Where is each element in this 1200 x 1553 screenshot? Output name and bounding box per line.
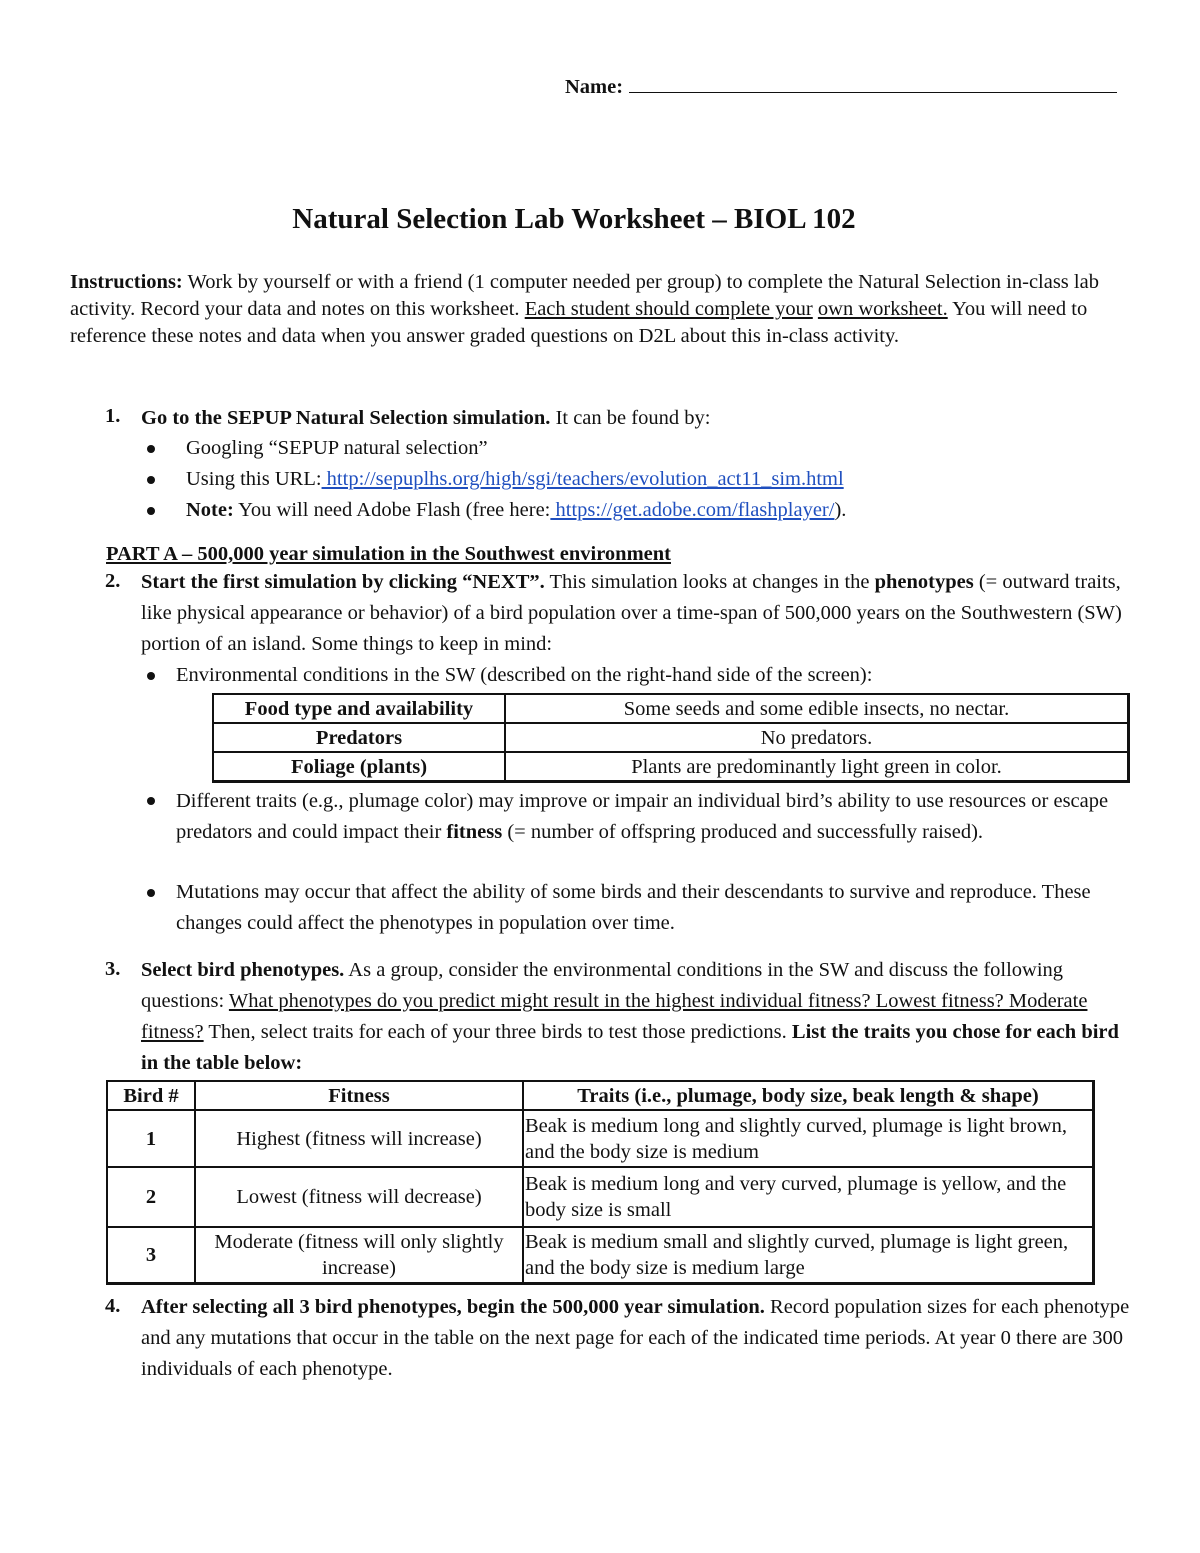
bird-traits: Beak is medium long and slightly curved, plumage is light brown, and the body size is medium — [523, 1110, 1094, 1167]
step3-questions: What phenotypes do you predict might result in the highest individual fitness? Lowest fitness? Moderate fitness? — [141, 990, 1088, 1043]
step3-number: 3. — [105, 958, 121, 980]
flash-url-link[interactable]: https://get.adobe.com/flashplayer/ — [550, 499, 835, 521]
step3-body-b: Then, select traits for each of your three birds to test those predictions. — [203, 1021, 792, 1043]
instructions-text: Work by yourself or with a friend (1 computer needed per group) to complete the Natural Selection in-class lab activity. Record your data and notes on this worksheet. — [70, 271, 1099, 321]
env-key: Predators — [213, 723, 505, 752]
note-end: ). — [834, 499, 847, 521]
table-row — [107, 1167, 1094, 1227]
instructions-underlined-a: Each student should complete your — [524, 298, 813, 321]
table-row — [107, 1110, 1094, 1167]
part-a-heading: PART A – 500,000 year simulation in the Southwest environment — [106, 543, 671, 565]
env-key: Food type and availability — [213, 694, 505, 723]
bird-fitness: Highest (fitness will increase) — [195, 1110, 523, 1167]
name-label: Name: — [565, 76, 624, 98]
sepup-url-link[interactable]: http://sepuplhs.org/high/sgi/teachers/evolution_act11_sim.html — [321, 468, 844, 490]
bird-number: 3 — [107, 1227, 195, 1283]
step3-list-instruction: List the traits you chose for each bird in the table below: — [141, 1021, 1119, 1074]
bullet-icon — [147, 445, 155, 453]
bird-fitness: Lowest (fitness will decrease) — [195, 1167, 523, 1227]
env-value: No predators. — [505, 723, 1129, 752]
table-row — [213, 723, 1129, 752]
bullet2-text-b: (= number of offspring produced and successfully raised). — [502, 821, 984, 843]
env-value: Some seeds and some edible insects, no nectar. — [505, 694, 1129, 723]
bird-traits: Beak is medium small and slightly curved, plumage is light green, and the body size is medium large — [523, 1227, 1094, 1283]
step2-text — [141, 567, 1131, 660]
table-row — [107, 1227, 1094, 1283]
instructions-paragraph — [70, 269, 1100, 351]
page-title: Natural Selection Lab Worksheet – BIOL 102 — [292, 203, 856, 235]
name-field[interactable] — [629, 72, 1117, 93]
step2-bullet-3: Mutations may occur that affect the ability of some birds and their descendants to survive and reproduce. These changes could affect the phenotypes in population over time. — [176, 881, 1091, 934]
bird-number: 1 — [107, 1110, 195, 1167]
header-fitness: Fitness — [195, 1081, 523, 1110]
bullet-icon — [147, 507, 155, 515]
bird-number: 2 — [107, 1167, 195, 1227]
table-row — [213, 694, 1129, 723]
step3-text — [141, 955, 1131, 1079]
instructions-label: Instructions: — [70, 271, 183, 293]
step1-number: 1. — [105, 405, 121, 427]
step2-bullet-1: Environmental conditions in the SW (described on the right-hand side of the screen): — [176, 664, 873, 686]
step1-bullet-2 — [186, 464, 1131, 495]
name-line — [565, 72, 1117, 99]
bullet2-fitness: fitness — [446, 821, 503, 843]
header-bird: Bird # — [107, 1081, 195, 1110]
step4-text — [141, 1292, 1131, 1385]
step1-bullet-1: Googling “SEPUP natural selection” — [186, 437, 488, 459]
step1-text — [141, 403, 1131, 434]
table-header-row — [107, 1081, 1094, 1110]
instructions-text-2: You will need to reference these notes and data when you answer graded questions on D2L about this in-class activity. — [70, 298, 1088, 348]
environment-table — [212, 693, 1130, 783]
note-label: Note: — [186, 499, 234, 521]
url-label: Using this URL: — [186, 468, 322, 490]
bullet-icon — [147, 797, 155, 805]
table-row — [213, 752, 1129, 782]
bullet-icon — [147, 476, 155, 484]
bird-fitness: Moderate (fitness will only slightly increase) — [195, 1227, 523, 1283]
step1-bullet-3 — [186, 495, 1131, 526]
step2-body-a: This simulation looks at changes in the — [544, 571, 875, 593]
instructions-underlined-b: own worksheet. — [817, 298, 948, 321]
step2-phenotypes: phenotypes — [874, 571, 974, 593]
bird-traits: Beak is medium long and very curved, plumage is yellow, and the body size is small — [523, 1167, 1094, 1227]
bullet-icon — [147, 889, 155, 897]
step2-body-b: (= outward traits, like physical appearance or behavior) of a bird population over a time-span of 500,000 years on the Southwestern (SW) portion of an island. Some things to keep in mind: — [141, 571, 1122, 655]
step4-heading: After selecting all 3 bird phenotypes, begin the 500,000 year simulation. — [141, 1296, 765, 1318]
step3-heading: Select bird phenotypes. — [141, 959, 345, 981]
step4-body: Record population sizes for each phenotype and any mutations that occur in the table on the next page for each of the indicated time periods. At year 0 there are 300 individuals of each phenotype. — [141, 1296, 1130, 1380]
bullet-icon — [147, 672, 155, 680]
step2-number: 2. — [105, 570, 121, 592]
bird-traits-table — [106, 1080, 1095, 1285]
step4-number: 4. — [105, 1295, 121, 1317]
note-text: You will need Adobe Flash (free here: — [233, 499, 551, 521]
header-traits: Traits (i.e., plumage, body size, beak length & shape) — [523, 1081, 1094, 1110]
step2-bullet-2 — [176, 786, 1131, 848]
env-value: Plants are predominantly light green in color. — [505, 752, 1129, 782]
env-key: Foliage (plants) — [213, 752, 505, 782]
step1-heading: Go to the SEPUP Natural Selection simulation. — [141, 407, 551, 429]
step3-body-a: As a group, consider the environmental conditions in the SW and discuss the following questions: — [141, 959, 1064, 1012]
bullet2-text-a: Different traits (e.g., plumage color) may improve or impair an individual bird’s ability to use resources or escape predators and could impact their — [176, 790, 1109, 843]
step1-body: It can be found by: — [550, 407, 711, 429]
step2-heading: Start the first simulation by clicking “NEXT”. — [141, 571, 545, 593]
